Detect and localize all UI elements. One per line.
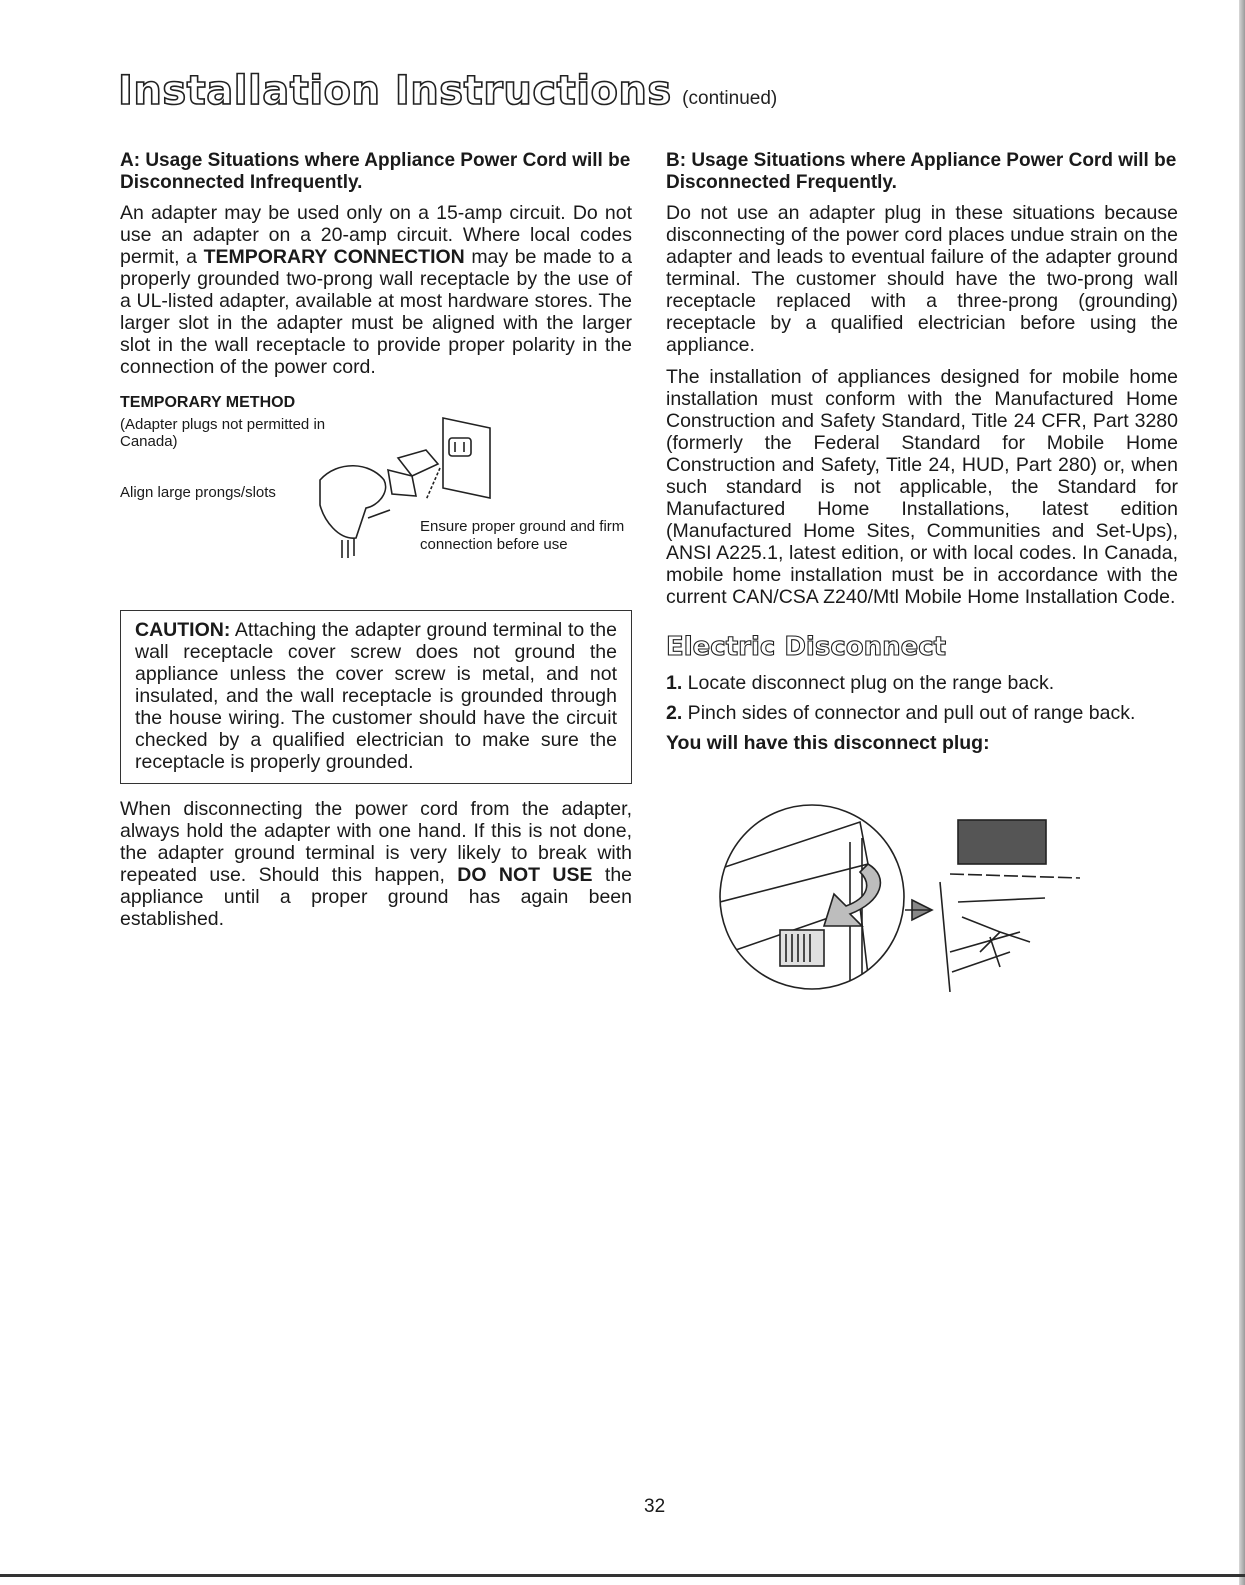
page-number: 32 <box>644 1496 666 1517</box>
method-title: TEMPORARY METHOD <box>120 394 296 411</box>
emphasis-temporary-connection: TEMPORARY CONNECTION <box>203 246 465 268</box>
step-1 <box>666 672 1178 694</box>
caution-label: CAUTION: <box>135 619 231 641</box>
section-title-electric-disconnect: Electric Disconnect <box>666 632 947 662</box>
step-text: Pinch sides of connector and pull out of range back. <box>682 702 1136 724</box>
text-segment: An adapter may be used only on a 15-amp circuit. Do not use an adapter on a 20-amp circuit. Where local codes permit, a <box>120 202 632 268</box>
page-edge-shadow <box>1239 0 1245 1585</box>
paragraph-mobile-home: The installation of appliances designed for mobile home installation must conform with the Manufactured Home Construction and Safety Standard, Title 24 CFR, Part 3280 (formerly the Federal Standard for Mobile Home Construction and Safety, Title 24, HUD, Part 280) or, when such standard is not applicable, the Standard for Manufactured Home Installations, latest edition (Manufactured Home Sites, Communities and Set-Ups), ANSI A225.1, latest edition, or with local codes. In Canada, mobile home installation must be in accordance with the current CAN/CSA Z240/Mtl Mobile Home Installation Code. <box>666 366 1178 608</box>
left-column <box>120 150 632 940</box>
text-segment: may be made to a properly grounded two-prong wall receptacle by the use of a UL-listed adapter, available at most hardware stores. The larger slot in the adapter must be aligned with the larger slot in the wall receptacle to provide proper polarity in the connection of the power cord. <box>120 246 632 378</box>
method-note: (Adapter plugs not permitted in Canada) <box>120 416 326 450</box>
paragraph-disconnecting <box>120 798 632 930</box>
paragraph-frequent-disconnect: Do not use an adapter plug in these situations because disconnecting of the power cord places undue strain on the adapter and leads to eventual failure of the adapter ground terminal. The customer should have the two-prong wall receptacle replaced with a three-prong (grounding) receptacle by a qualified electrician before using the appliance. <box>666 202 1178 356</box>
step-number: 1. <box>666 672 683 694</box>
method-align-label: Align large prongs/slots <box>120 484 276 501</box>
temporary-method-figure <box>120 392 632 592</box>
text-segment: the appliance until a proper ground has again been established. <box>120 864 633 930</box>
heading-usage-a: A: Usage Situations where Appliance Power Cord will be Disconnected Infrequently. <box>120 150 631 193</box>
step-number: 2. <box>666 702 683 724</box>
right-column <box>666 150 1178 754</box>
page-title: Installation Instructions <box>118 68 672 114</box>
page-header <box>118 68 777 114</box>
heading-usage-b: B: Usage Situations where Appliance Power Cord will be Disconnected Frequently. <box>666 150 1177 193</box>
step-text: Locate disconnect plug on the range back. <box>682 672 1055 694</box>
step-2 <box>666 702 1178 724</box>
emphasis-do-not-use: DO NOT USE <box>457 864 593 886</box>
page-subtitle: (continued) <box>682 88 778 109</box>
paragraph-adapter-usage <box>120 202 632 378</box>
caution-box <box>120 610 632 784</box>
adapter-illustration <box>308 410 498 575</box>
disconnect-plug-illustration <box>700 802 1090 992</box>
page-bottom-rule <box>0 1574 1245 1577</box>
caution-text: Attaching the adapter ground terminal to the wall receptacle cover screw does not ground the appliance unless the cover screw is metal, and not insulated, and the wall receptacle is grounded through the house wiring. The customer should have the circuit checked by a qualified electrician to make sure the receptacle is properly grounded. <box>135 619 617 773</box>
text-segment: When disconnecting the power cord from the adapter, always hold the adapter with one hand. If this is not done, the adapter ground terminal is very likely to break with repeated use. Should this happen, <box>120 798 632 886</box>
method-ensure-label: Ensure proper ground and firm connection before use <box>420 518 625 553</box>
disconnect-plug-caption: You will have this disconnect plug: <box>666 732 990 754</box>
